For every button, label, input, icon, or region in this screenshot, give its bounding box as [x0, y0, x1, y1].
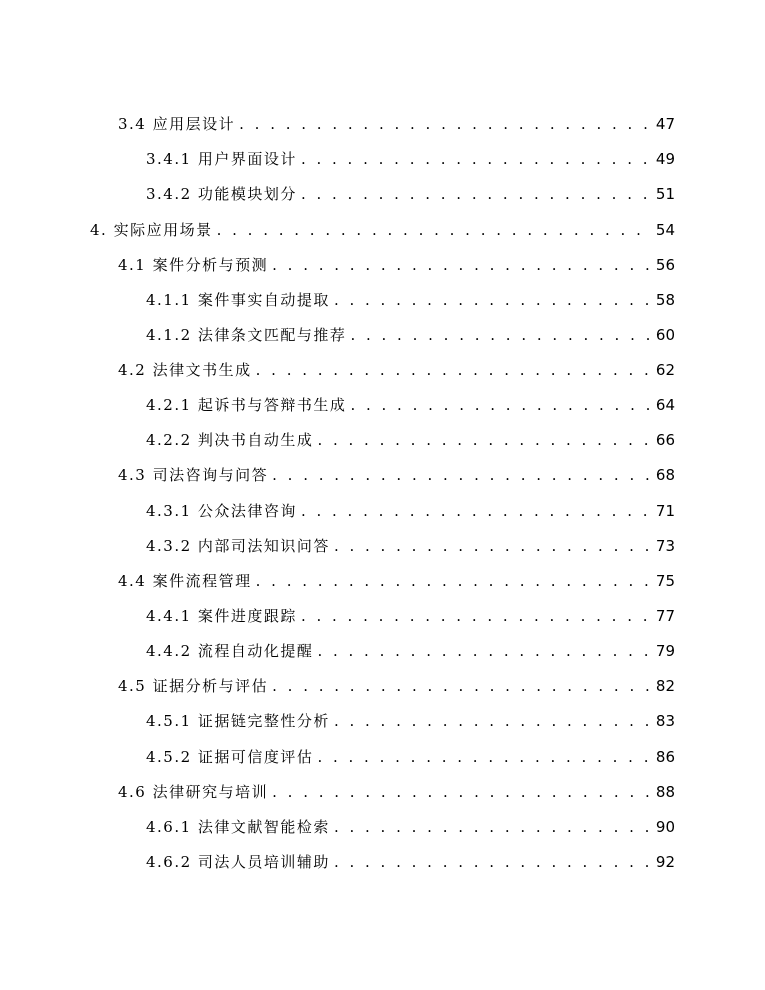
toc-entry-title: 4.3.2 内部司法知识问答: [146, 537, 330, 555]
toc-entry-title: 4.2.1 起诉书与答辩书生成: [146, 396, 347, 414]
toc-entry-title: 4.1 案件分析与预测: [118, 256, 269, 274]
dot-leader: [334, 535, 652, 557]
toc-entry-title: 4.2.2 判决书自动生成: [146, 431, 314, 449]
toc-entry-page: 92: [655, 853, 675, 871]
dot-leader: [301, 183, 652, 205]
toc-entry-page: 86: [655, 748, 675, 766]
toc-entry[interactable]: [146, 324, 675, 346]
toc-entry-page: 47: [655, 115, 675, 133]
toc-entry-page: 77: [655, 607, 675, 625]
dot-leader: [272, 464, 652, 486]
dot-leader: [239, 113, 652, 135]
toc-entry-title: 4.4 案件流程管理: [118, 572, 252, 590]
toc-entry[interactable]: [146, 183, 675, 205]
toc-entry-title: 4. 实际应用场景: [90, 221, 213, 239]
toc-entry-title: 4.6 法律研究与培训: [118, 783, 269, 801]
toc-entry[interactable]: [146, 710, 675, 732]
toc-entry[interactable]: [146, 500, 675, 522]
toc-entry-title: 4.6.2 司法人员培训辅助: [146, 853, 330, 871]
dot-leader: [272, 781, 652, 803]
toc-entry-page: 79: [655, 642, 675, 660]
dot-leader: [301, 148, 652, 170]
toc-entry-title: 3.4.1 用户界面设计: [146, 150, 297, 168]
toc-entry-title: 4.3.1 公众法律咨询: [146, 502, 297, 520]
toc-entry[interactable]: [118, 781, 675, 803]
toc-entry[interactable]: [146, 289, 675, 311]
toc-entry[interactable]: [118, 113, 675, 135]
toc-entry-page: 62: [655, 361, 675, 379]
toc-entry-page: 83: [655, 712, 675, 730]
dot-leader: [217, 219, 652, 241]
dot-leader: [301, 605, 652, 627]
toc-entry[interactable]: [146, 851, 675, 873]
toc-entry[interactable]: [146, 816, 675, 838]
toc-entry-page: 54: [655, 221, 675, 239]
toc-entry-title: 4.3 司法咨询与问答: [118, 466, 269, 484]
toc-entry-page: 68: [655, 466, 675, 484]
dot-leader: [317, 429, 651, 451]
toc-entry[interactable]: [146, 394, 675, 416]
toc-entry[interactable]: [146, 535, 675, 557]
toc-entry-page: 51: [655, 185, 675, 203]
toc-entry-title: 4.2 法律文书生成: [118, 361, 252, 379]
dot-leader: [334, 816, 652, 838]
toc-entry-page: 75: [655, 572, 675, 590]
toc-entry-title: 4.4.1 案件进度跟踪: [146, 607, 297, 625]
dot-leader: [334, 289, 652, 311]
toc-entry[interactable]: [118, 254, 675, 276]
toc-entry-title: 4.1.2 法律条文匹配与推荐: [146, 326, 347, 344]
toc-entry-page: 73: [655, 537, 675, 555]
dot-leader: [350, 324, 651, 346]
toc-entry-title: 4.1.1 案件事实自动提取: [146, 291, 330, 309]
dot-leader: [334, 851, 652, 873]
dot-leader: [317, 746, 651, 768]
toc-entry-page: 56: [655, 256, 675, 274]
dot-leader: [272, 675, 652, 697]
toc-entry[interactable]: [90, 219, 675, 241]
dot-leader: [317, 640, 651, 662]
toc-entry-title: 4.5.1 证据链完整性分析: [146, 712, 330, 730]
toc-entry-page: 90: [655, 818, 675, 836]
dot-leader: [256, 570, 652, 592]
toc-entry-page: 60: [655, 326, 675, 344]
dot-leader: [350, 394, 651, 416]
toc-entry-page: 66: [655, 431, 675, 449]
toc-entry[interactable]: [118, 675, 675, 697]
toc-entry[interactable]: [146, 605, 675, 627]
toc-entry[interactable]: [146, 746, 675, 768]
toc-entry[interactable]: [146, 148, 675, 170]
toc-entry-title: 4.6.1 法律文献智能检索: [146, 818, 330, 836]
toc-entry[interactable]: [146, 640, 675, 662]
dot-leader: [256, 359, 652, 381]
toc-entry[interactable]: [118, 464, 675, 486]
toc-entry[interactable]: [118, 359, 675, 381]
toc-entry-title: 3.4 应用层设计: [118, 115, 236, 133]
toc-entry-title: 4.5 证据分析与评估: [118, 677, 269, 695]
dot-leader: [272, 254, 652, 276]
toc-entry-title: 4.5.2 证据可信度评估: [146, 748, 314, 766]
toc-entry-page: 88: [655, 783, 675, 801]
toc-entry-title: 3.4.2 功能模块划分: [146, 185, 297, 203]
toc-entry[interactable]: [146, 429, 675, 451]
toc-entry-page: 71: [655, 502, 675, 520]
toc-entry-page: 49: [655, 150, 675, 168]
toc-entry-page: 58: [655, 291, 675, 309]
dot-leader: [301, 500, 652, 522]
toc-entry-page: 82: [655, 677, 675, 695]
toc-entry-page: 64: [655, 396, 675, 414]
toc-entry[interactable]: [118, 570, 675, 592]
dot-leader: [334, 710, 652, 732]
toc-entry-title: 4.4.2 流程自动化提醒: [146, 642, 314, 660]
